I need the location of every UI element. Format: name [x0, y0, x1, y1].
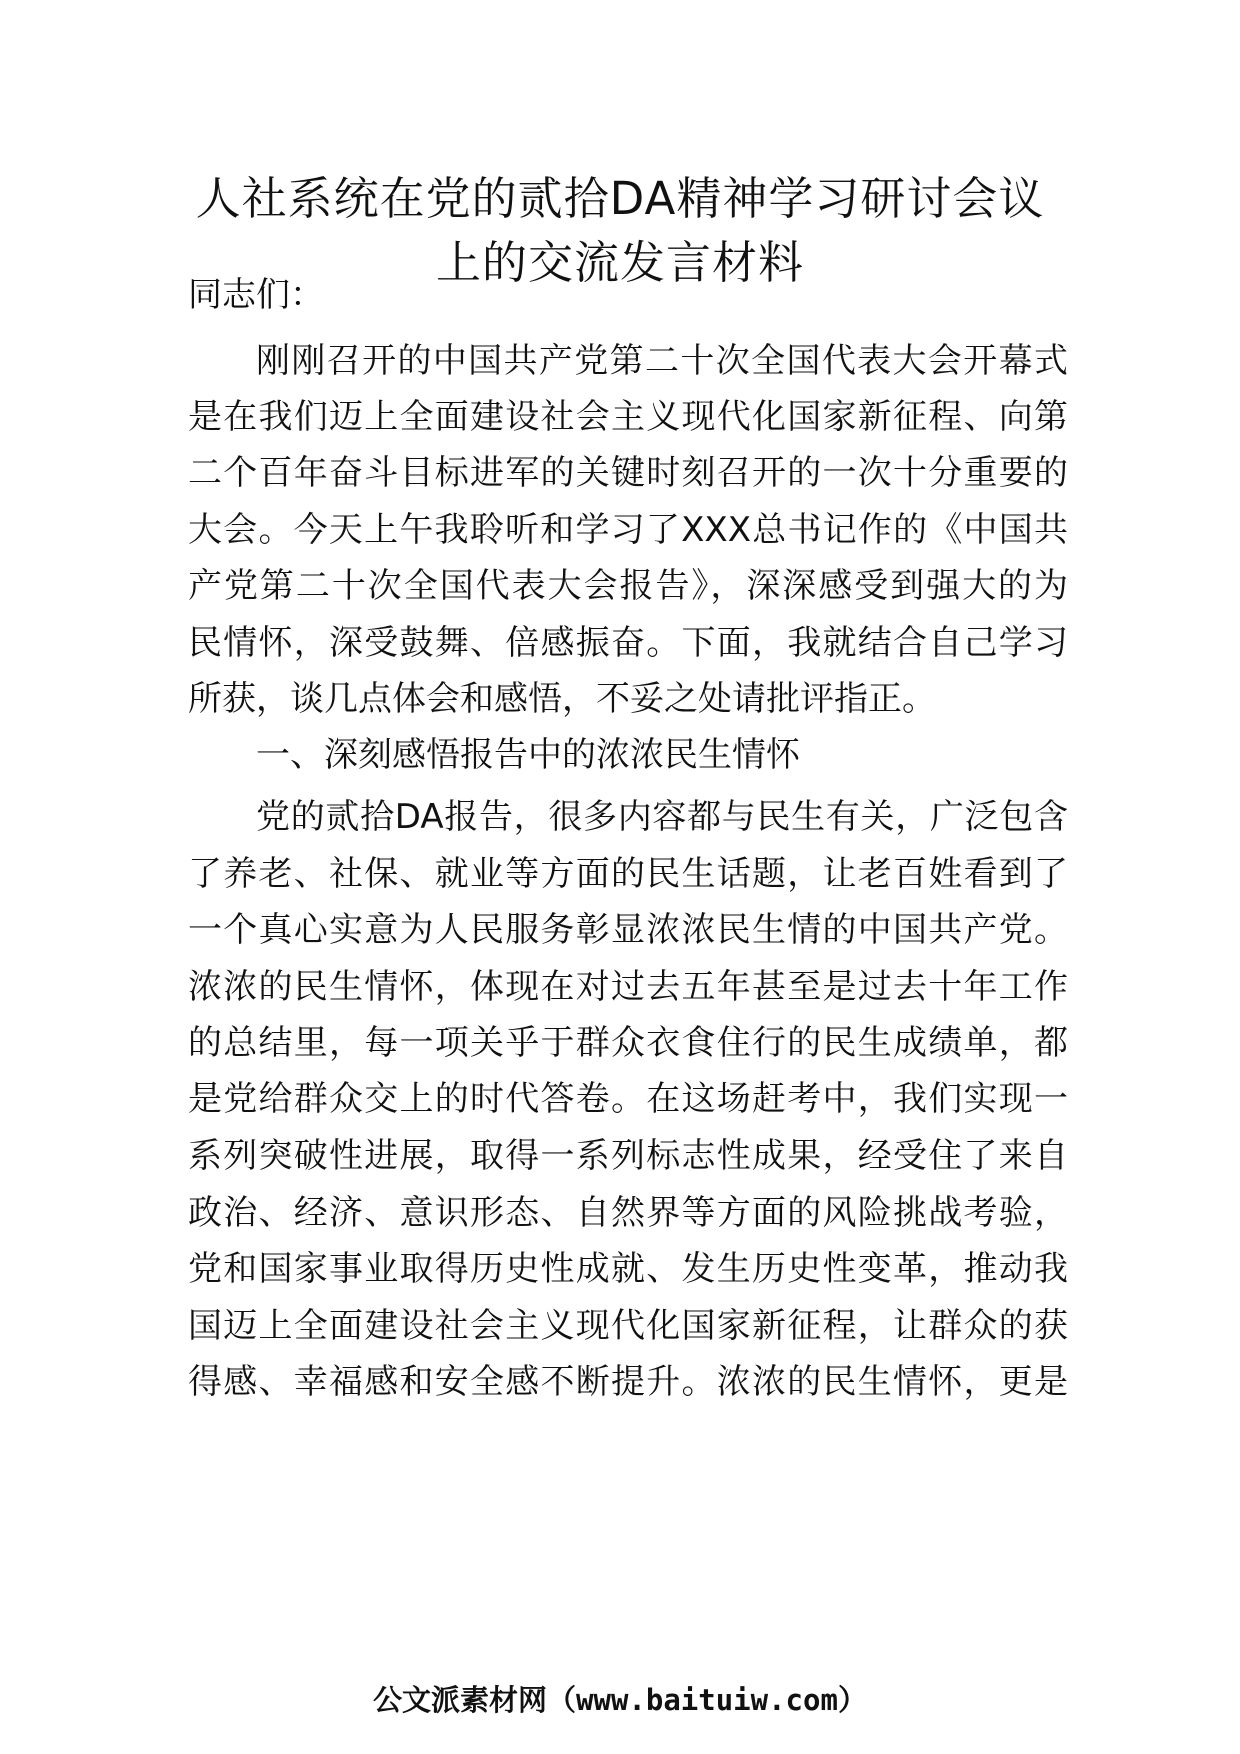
- paragraph-line: 党和国家事业取得历史性成就、发生历史性变革，推动我: [188, 1249, 1068, 1289]
- section-heading: 一、深刻感悟报告中的浓浓民生情怀: [256, 735, 800, 775]
- paragraph-line: 是党给群众交上的时代答卷。在这场赶考中，我们实现一: [188, 1079, 1068, 1119]
- document-title-line-1: 人社系统在党的贰拾DA精神学习研讨会议: [195, 172, 1045, 225]
- paragraph-line: 的总结里，每一项关乎于群众衣食住行的民生成绩单，都: [188, 1023, 1068, 1063]
- paragraph-line: 刚刚召开的中国共产党第二十次全国代表大会开幕式: [256, 341, 1068, 381]
- paragraph-line: 所获，谈几点体会和感悟，不妥之处请批评指正。: [188, 679, 936, 719]
- paragraph-line: 了养老、社保、就业等方面的民生话题，让老百姓看到了: [188, 854, 1068, 894]
- footer-watermark: 公文派素材网（www.baituiw.com）: [373, 1683, 867, 1717]
- paragraph-line: 国迈上全面建设社会主义现代化国家新征程，让群众的获: [188, 1306, 1068, 1346]
- salutation: 同志们：: [188, 275, 324, 315]
- paragraph-line: 党的贰拾DA报告，很多内容都与民生有关，广泛包含: [256, 797, 1068, 837]
- paragraph-line: 是在我们迈上全面建设社会主义现代化国家新征程、向第: [188, 397, 1068, 437]
- paragraph-line: 大会。今天上午我聆听和学习了XXX总书记作的《中国共: [188, 510, 1068, 550]
- paragraph-line: 一个真心实意为人民服务彰显浓浓民生情的中国共产党。: [188, 910, 1068, 950]
- paragraph-line: 系列突破性进展，取得一系列标志性成果，经受住了来自: [188, 1136, 1068, 1176]
- paragraph-line: 产党第二十次全国代表大会报告》，深深感受到强大的为: [188, 566, 1068, 606]
- document-title-line-2: 上的交流发言材料: [435, 236, 804, 289]
- paragraph-line: 得感、幸福感和安全感不断提升。浓浓的民生情怀，更是: [188, 1362, 1068, 1402]
- paragraph-line: 政治、经济、意识形态、自然界等方面的风险挑战考验，: [188, 1193, 1068, 1233]
- paragraph-line: 民情怀，深受鼓舞、倍感振奋。下面，我就结合自己学习: [188, 623, 1068, 663]
- paragraph-line: 二个百年奋斗目标进军的关键时刻召开的一次十分重要的: [188, 453, 1068, 493]
- paragraph-line: 浓浓的民生情怀，体现在对过去五年甚至是过去十年工作: [188, 967, 1068, 1007]
